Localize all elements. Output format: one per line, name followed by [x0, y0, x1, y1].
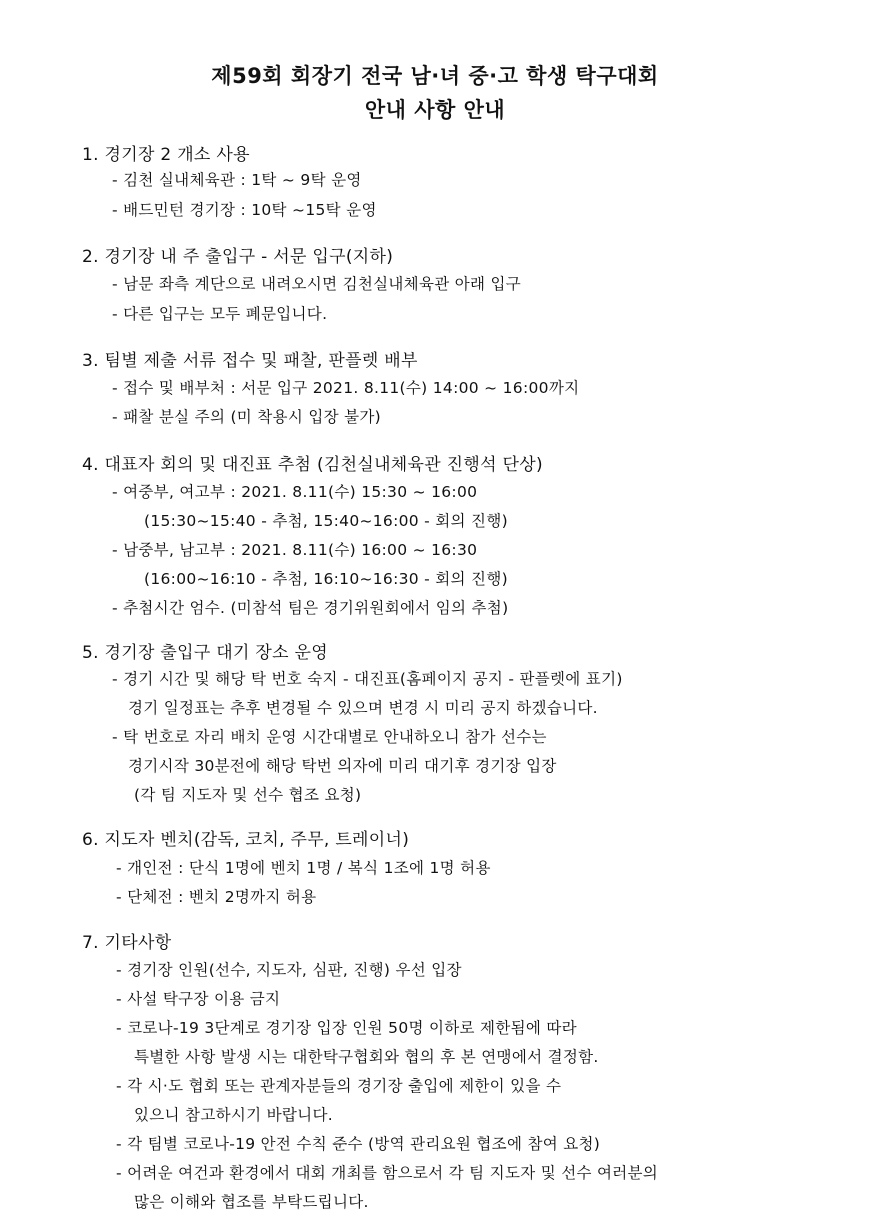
section-1-item-2: - 배드민턴 경기장 : 10탁 ~15탁 운영	[112, 201, 377, 219]
section-5-item-2: 경기 일정표는 추후 변경될 수 있으며 변경 시 미리 공지 하겠습니다.	[128, 699, 598, 717]
section-5-heading: 5. 경기장 출입구 대기 장소 운영	[82, 643, 329, 663]
section-7-item-2: - 사설 탁구장 이용 금지	[116, 990, 281, 1008]
section-4-item-2: (15:30~15:40 - 추첨, 15:40~16:00 - 회의 진행)	[144, 512, 508, 530]
section-3-item-2: - 패찰 분실 주의 (미 착용시 입장 불가)	[112, 408, 381, 426]
section-6-heading: 6. 지도자 벤치(감독, 코치, 주무, 트레이너)	[82, 830, 410, 850]
section-5-item-1: - 경기 시간 및 해당 탁 번호 숙지 - 대진표(홈페이지 공지 - 판플렛에 표기)	[112, 670, 623, 688]
title-line-2: 안내 사항 안내	[364, 98, 506, 122]
section-5-item-4: 경기시작 30분전에 해당 탁번 의자에 미리 대기후 경기장 입장	[128, 757, 557, 775]
section-1-heading: 1. 경기장 2 개소 사용	[82, 145, 250, 165]
section-4-item-5: - 추첨시간 엄수. (미참석 팀은 경기위원회에서 임의 추첨)	[112, 599, 509, 617]
section-4-item-4: (16:00~16:10 - 추첨, 16:10~16:30 - 회의 진행)	[144, 570, 508, 588]
section-6-item-1: - 개인전 : 단식 1명에 벤치 1명 / 복식 1조에 1명 허용	[116, 859, 491, 877]
section-4-item-1: - 여중부, 여고부 : 2021. 8.11(수) 15:30 ~ 16:00	[112, 483, 478, 501]
section-3-item-1: - 접수 및 배부처 : 서문 입구 2021. 8.11(수) 14:00 ~ 16:00까지	[112, 379, 580, 397]
section-7-heading: 7. 기타사항	[82, 933, 172, 953]
section-7-item-4: 특별한 사항 발생 시는 대한탁구협회와 협의 후 본 연맹에서 결정함.	[134, 1048, 599, 1066]
section-4-item-3: - 남중부, 남고부 : 2021. 8.11(수) 16:00 ~ 16:30	[112, 541, 478, 559]
title-line-1: 제59회 회장기 전국 남·녀 중·고 학생 탁구대회	[211, 64, 659, 88]
section-7-item-9: 많은 이해와 협조를 부탁드립니다.	[134, 1193, 369, 1211]
section-7-item-8: - 어려운 여건과 환경에서 대회 개최를 함으로서 각 팀 지도자 및 선수 여러분의	[116, 1164, 659, 1182]
section-2-heading: 2. 경기장 내 주 출입구 - 서문 입구(지하)	[82, 247, 394, 267]
section-7-item-3: - 코로나-19 3단계로 경기장 입장 인원 50명 이하로 제한됨에 따라	[116, 1019, 577, 1037]
section-2-item-1: - 남문 좌측 계단으로 내려오시면 김천실내체육관 아래 입구	[112, 275, 522, 293]
section-6-item-2: - 단체전 : 벤치 2명까지 허용	[116, 888, 317, 906]
section-5-item-3: - 탁 번호로 자리 배치 운영 시간대별로 안내하오니 참가 선수는	[112, 728, 547, 746]
section-2-item-2: - 다른 입구는 모두 폐문입니다.	[112, 305, 328, 323]
section-5-item-5: (각 팀 지도자 및 선수 협조 요청)	[134, 786, 362, 804]
section-7-item-7: - 각 팀별 코로나-19 안전 수칙 준수 (방역 관리요원 협조에 참여 요청)	[116, 1135, 601, 1153]
section-4-heading: 4. 대표자 회의 및 대진표 추첨 (김천실내체육관 진행석 단상)	[82, 455, 543, 475]
section-7-item-1: - 경기장 인원(선수, 지도자, 심판, 진행) 우선 입장	[116, 961, 462, 979]
section-1-item-1: - 김천 실내체육관 : 1탁 ~ 9탁 운영	[112, 171, 362, 189]
section-7-item-6: 있으니 참고하시기 바랍니다.	[134, 1106, 333, 1124]
section-3-heading: 3. 팀별 제출 서류 접수 및 패찰, 판플렛 배부	[82, 351, 418, 371]
section-7-item-5: - 각 시·도 협회 또는 관계자분들의 경기장 출입에 제한이 있을 수	[116, 1077, 562, 1095]
